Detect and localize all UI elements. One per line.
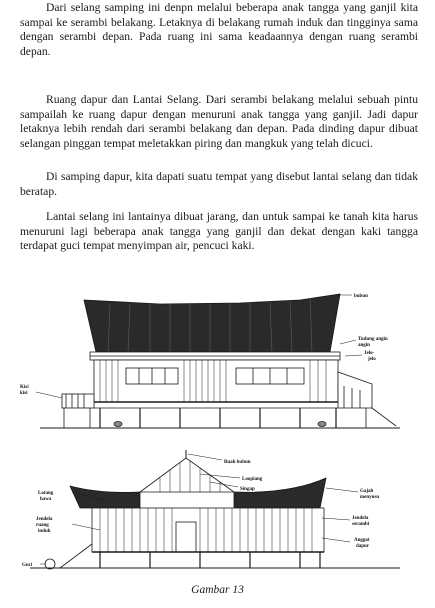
- house-illustration: [0, 282, 435, 582]
- label-jelo-jelo-2: jelo: [368, 357, 376, 362]
- front-door: [176, 522, 196, 552]
- label-tudung-angin: Tudung angin: [358, 337, 388, 342]
- label-jendela-ruang-induk-2: ruang: [36, 523, 49, 528]
- front-elevation-drawing: [30, 450, 400, 569]
- label-lobang-hawa-2: hawa: [40, 497, 52, 502]
- side-elevation-drawing: [36, 294, 400, 428]
- paragraph-samping-dapur: Di samping dapur, kita dapati suatu tempat yang disebut lantai selang dan tidak beratap.: [20, 170, 418, 198]
- label-jendela-ruang-induk-3: induk: [38, 529, 51, 534]
- label-singap: Singap: [240, 487, 255, 492]
- label-kisi-kisi: Kisi: [20, 385, 29, 390]
- side-roof: [84, 294, 340, 352]
- label-guci: Guci: [22, 563, 33, 568]
- label-lobang-hawa: Lotang: [38, 491, 54, 496]
- paragraph-ruang-dapur: Ruang dapur dan Lantai Selang. Dari serambi belakang melalui sebuah pintu sampailah ke ruang dapur dengan menuruni anak tangga yang ganjil. Jadi dapur letaknya lebih rendah dari serambi belakang dan depan. Pada dinding dapur dibuat selangan pinggan tempat meletakkan piring dan mangkuk yang telah dicuci.: [20, 93, 418, 150]
- label-loopiang: Loopiang: [242, 477, 263, 482]
- front-left-wing: [70, 486, 140, 508]
- paragraph-serambi-belakang: Dari selang samping ini denpn melalui beberapa anak tangga yang ganjil kita sampai ke serambi belakang. Letaknya di belakang rumah induk dan tingginya sama dengan serambi depan. Pada ruang ini sama keadaannya dengan ruang serambi depan.: [20, 1, 418, 58]
- label-anggot-dapur-2: dapur: [356, 544, 370, 549]
- label-bubun: bubun: [354, 294, 368, 299]
- paragraph-lantai-selang: Lantai selang ini lantainya dibuat jarang, dan untuk sampai ke tanah kita harus menuruni lagi beberapa anak tangga yang ganjil dan dekat dengan kaki tangga terdapat guci tempat menyimpan air, pencuci kaki.: [20, 210, 418, 253]
- label-gajah-menyusu-2: menyusu: [360, 495, 380, 500]
- front-right-wing: [234, 478, 326, 508]
- label-jendela-ruang-induk: Jendela: [36, 517, 53, 522]
- label-jendela-serambi: Jendela: [352, 516, 369, 521]
- figure-caption: Gambar 13: [191, 584, 244, 596]
- label-buah-bubun: Buah bubun: [224, 460, 251, 465]
- label-gajah-menyusu: Gajah: [360, 489, 374, 494]
- label-tudung-angin-2: angin: [358, 343, 370, 348]
- label-jendela-serambi-2: serambi: [352, 522, 370, 527]
- label-jelo-jelo: Jelo-: [364, 351, 375, 356]
- label-anggot-dapur: Anggot: [354, 538, 370, 543]
- label-kisi-kisi-2: kisi: [20, 391, 28, 396]
